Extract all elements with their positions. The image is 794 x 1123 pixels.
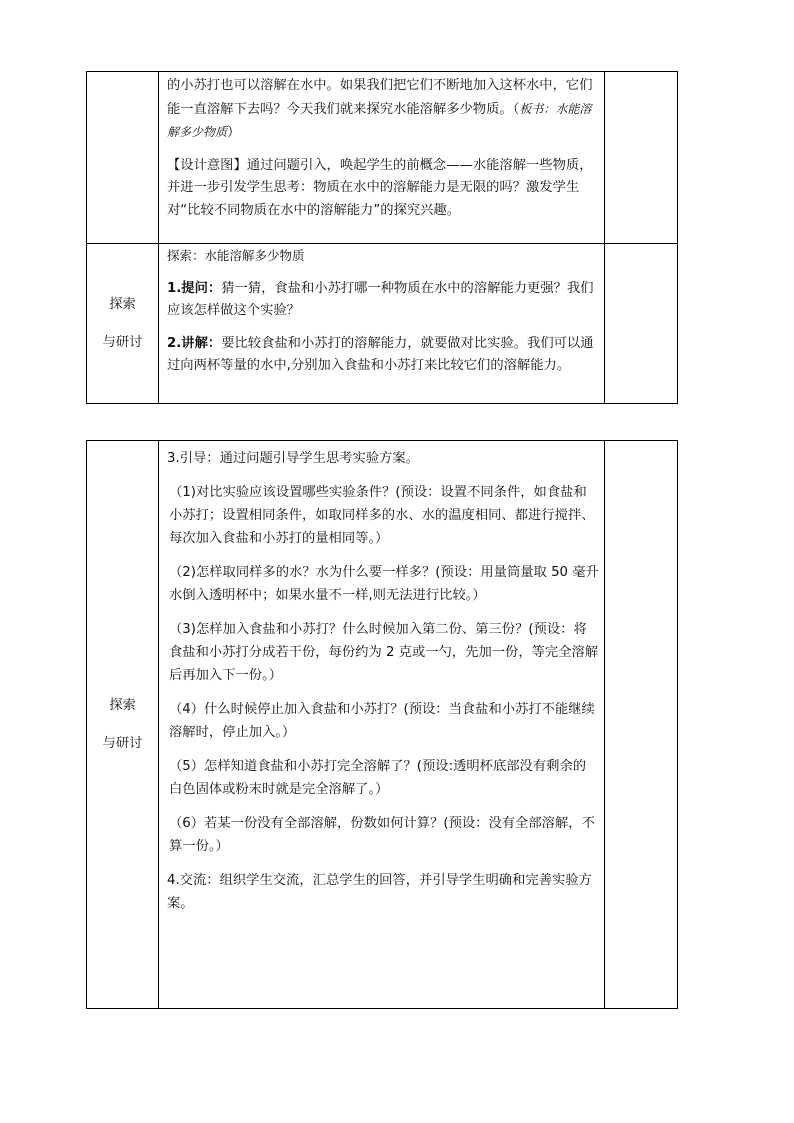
list-item: （2)怎样取同样多的水？水为什么要一样多？(预设：用量筒量取 50 毫升水倒入透明杯中；如果水量不一样,则无法进行比较。） (169, 565, 599, 603)
lesson-table-top (86, 71, 678, 404)
design-intent-label: 【设计意图】 (167, 157, 247, 173)
list-item: （6）若某一份没有全部溶解，份数如何计算？(预设：没有全部溶解，不算一份。） (169, 816, 595, 854)
section-heading: 探索：水能溶解多少物质 (167, 248, 305, 263)
list-item: （4）什么时候停止加入食盐和小苏打？(预设：当食盐和小苏打不能继续溶解时，停止加入。） (169, 702, 595, 740)
content-cell (159, 72, 605, 244)
list-item: （5）怎样知道食盐和小苏打完全溶解了？(预设:透明杯底部没有剩余的白色固体或粉末时就是完全溶解了。） (169, 759, 587, 797)
stage-label-line2: 与研讨 (102, 735, 143, 751)
stage-label-cell (87, 72, 159, 244)
notes-cell (605, 244, 678, 404)
intro-paragraph: 的小苏打也可以溶解在水中。如果我们把它们不断地加入这杯水中，它们能一直溶解下去吗？今天我们就来探究水能溶解多少物质。（板书：水能溶解多少物质） (167, 78, 593, 141)
guide-paragraph: 3.引导：通过问题引导学生思考实验方案。 (167, 451, 420, 466)
list-item: （1)对比实验应该设置哪些实验条件？(预设：设置不同条件，如食盐和小苏打；设置相同条件，如取同样多的水、水的温度相同、都进行搅拌、每次加入食盐和小苏打的量相同等。） (169, 485, 595, 546)
content-cell (159, 441, 605, 1009)
board-note: 板书：水能溶解多少物质 (167, 101, 592, 140)
content-cell (159, 244, 605, 404)
table-row (87, 72, 678, 244)
stage-label-line1: 探索 (109, 698, 136, 714)
stage-label-cell (87, 441, 159, 1009)
design-intent-paragraph: 【设计意图】通过问题引入，唤起学生的前概念——水能溶解一些物质，并进一步引发学生思考：物质在水中的溶解能力是无限的吗？激发学生对“比较不同物质在水中的溶解能力”的探究兴趣。 (167, 157, 593, 218)
question-paragraph: 1.提问：猜一猜，食盐和小苏打哪一种物质在水中的溶解能力更强？我们应该怎样做这个实验？ (167, 280, 594, 319)
table-row (87, 441, 678, 1009)
exchange-paragraph: 4.交流：组织学生交流，汇总学生的回答，并引导学生明确和完善实验方案。 (167, 873, 592, 911)
notes-cell (605, 441, 678, 1009)
lesson-table-bottom (86, 440, 678, 1009)
table-row (87, 244, 678, 404)
stage-label-line2: 与研讨 (102, 334, 143, 350)
list-item: （3)怎样加入食盐和小苏打？什么时候加入第二份、第三份？(预设：将食盐和小苏打分成若干份，每份约为 2 克或一勺，先加一份，等完全溶解后再加入下一份。） (169, 622, 599, 683)
notes-cell (605, 72, 678, 244)
explain-paragraph: 2.讲解：要比较食盐和小苏打的溶解能力，就要做对比实验。我们可以通过向两杯等量的水中,分别加入食盐和小苏打来比较它们的溶解能力。 (167, 335, 594, 374)
stage-label-cell (87, 244, 159, 404)
stage-label-line1: 探索 (109, 297, 136, 313)
